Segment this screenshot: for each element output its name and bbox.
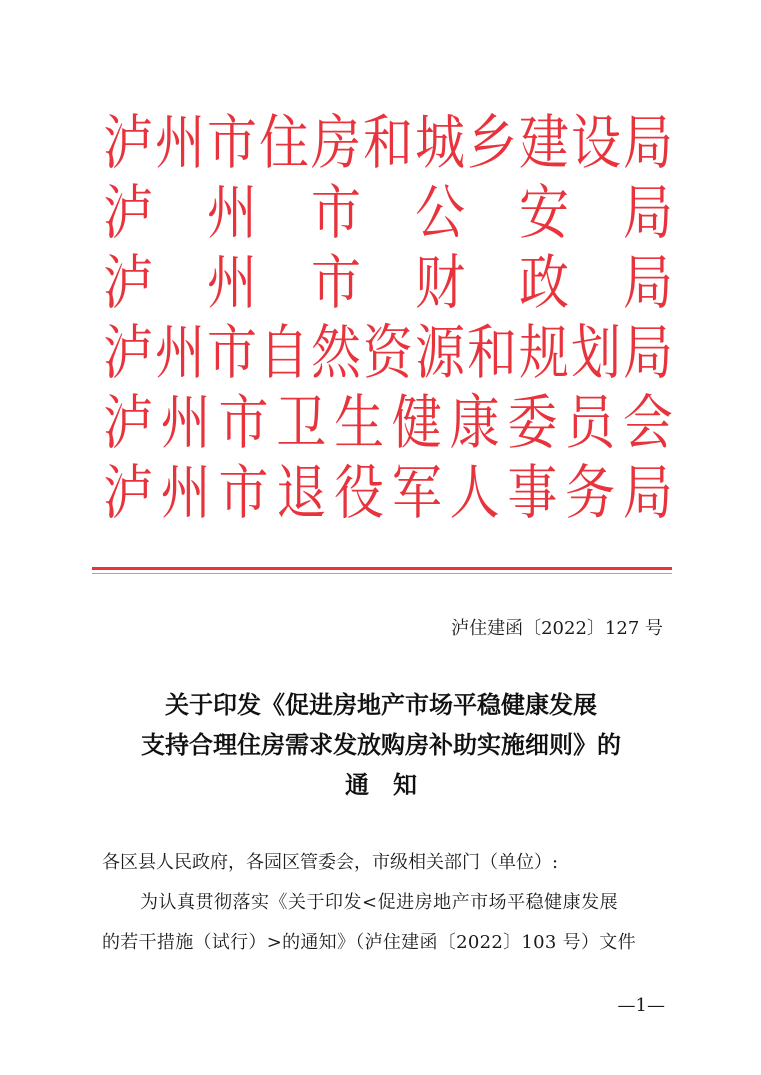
document-number: 泸住建函〔2022〕127 号 <box>451 618 663 639</box>
header-char: 泸 <box>103 318 153 388</box>
header-char: 和 <box>467 318 517 388</box>
header-row-2 <box>102 178 674 248</box>
header-char: 建 <box>519 108 569 178</box>
header-char: 和 <box>363 108 413 178</box>
body-paragraph-1: 为认真贯彻落实《关于印发<促进房地产市场平稳健康发展 <box>140 892 619 913</box>
header-char: 设 <box>571 108 621 178</box>
header-char: 康 <box>449 388 500 458</box>
header-char: 务 <box>565 458 616 528</box>
header-char: 生 <box>334 388 385 458</box>
header-char: 自 <box>259 318 309 388</box>
header-char: 州 <box>207 178 257 248</box>
header-char: 市 <box>218 458 269 528</box>
salutation: 各区县人民政府，各园区管委会，市级相关部门（单位）: <box>102 852 559 873</box>
header-char: 事 <box>507 458 558 528</box>
header-char: 局 <box>622 458 673 528</box>
header-char: 公 <box>415 178 465 248</box>
header-char: 规 <box>519 318 569 388</box>
header-char: 军 <box>391 458 442 528</box>
title-line-1: 关于印发《促进房地产市场平稳健康发展 <box>165 691 597 719</box>
body-paragraph-2: 的若干措施（试行）>的通知》（泸住建函〔2022〕103 号）文件 <box>102 932 636 953</box>
title-line-2: 支持合理住房需求发放购房补助实施细则》的 <box>141 731 621 759</box>
page-number: —1— <box>617 995 665 1016</box>
header-row-4 <box>102 318 674 388</box>
header-char: 州 <box>155 108 205 178</box>
header-char: 城 <box>415 108 465 178</box>
header-char: 委 <box>507 388 558 458</box>
header-char: 局 <box>623 318 673 388</box>
issuing-authorities-header <box>102 108 674 528</box>
header-char: 市 <box>218 388 269 458</box>
header-char: 泸 <box>103 178 153 248</box>
header-char: 政 <box>519 248 569 318</box>
header-char: 市 <box>311 248 361 318</box>
header-char: 市 <box>311 178 361 248</box>
header-row-6 <box>102 458 674 528</box>
header-char: 退 <box>276 458 327 528</box>
header-row-3 <box>102 248 674 318</box>
header-char: 住 <box>259 108 309 178</box>
header-char: 财 <box>415 248 465 318</box>
header-row-1 <box>102 108 674 178</box>
header-row-5 <box>102 388 674 458</box>
document-title <box>90 685 672 805</box>
header-char: 卫 <box>276 388 327 458</box>
header-char: 会 <box>622 388 673 458</box>
header-char: 乡 <box>467 108 517 178</box>
header-char: 局 <box>623 108 673 178</box>
header-char: 市 <box>207 318 257 388</box>
header-char: 房 <box>311 108 361 178</box>
header-char: 泸 <box>103 388 153 458</box>
header-char: 健 <box>391 388 442 458</box>
header-char: 役 <box>334 458 385 528</box>
header-char: 局 <box>623 248 673 318</box>
header-char: 资 <box>363 318 413 388</box>
header-char: 源 <box>415 318 465 388</box>
header-char: 然 <box>311 318 361 388</box>
title-line-3: 通 知 <box>345 771 417 799</box>
header-char: 州 <box>160 388 211 458</box>
red-separator-line-thin <box>92 573 672 574</box>
header-char: 泸 <box>103 458 153 528</box>
header-char: 局 <box>623 178 673 248</box>
header-char: 员 <box>565 388 616 458</box>
header-char: 市 <box>207 108 257 178</box>
header-char: 人 <box>449 458 500 528</box>
header-char: 划 <box>571 318 621 388</box>
header-char: 安 <box>519 178 569 248</box>
header-char: 泸 <box>103 248 153 318</box>
header-char: 州 <box>155 318 205 388</box>
red-separator-line <box>92 567 672 570</box>
header-char: 州 <box>160 458 211 528</box>
header-char: 州 <box>207 248 257 318</box>
header-char: 泸 <box>103 108 153 178</box>
